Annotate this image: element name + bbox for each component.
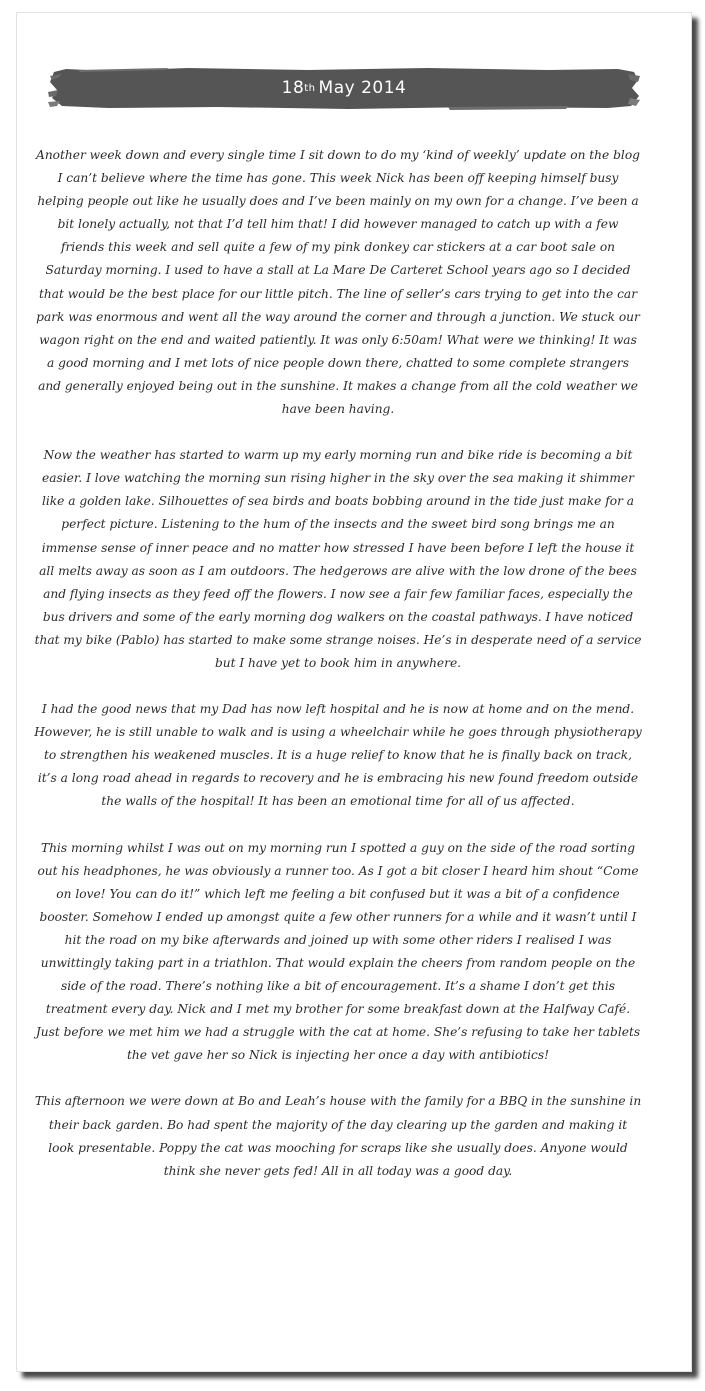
post-date bbox=[48, 62, 640, 114]
date-day: 18 bbox=[281, 78, 305, 98]
paragraph: This morning whilst I was out on my morning run I spotted a guy on the side of the road sorting out his headphones, he was obviously a runner too. As I got a bit closer I heard him shout “Come on love! You can do it!” which left me feeling a bit confused but it was a bit of a confidence booster. Somehow I ended up amongst quite a few other runners for a while and it wasn’t until I hit the road on my bike afterwards and joined up with some other riders I realised I was unwittingly taking part in a triathlon. That would explain the cheers from random people on the side of the road. There’s nothing like a bit of encouragement. It’s a shame I don’t get this treatment every day. Nick and I met my brother for some breakfast down at the Halfway Café. Just before we met him we had a struggle with the cat at home. She’s refusing to take her tablets the vet gave her so Nick is injecting her once a day with antibiotics! bbox=[35, 840, 641, 1063]
date-banner bbox=[48, 62, 640, 114]
date-suffix: th bbox=[304, 82, 316, 94]
date-month-year: May 2014 bbox=[318, 78, 407, 98]
paragraph: I had the good news that my Dad has now left hospital and he is now at home and on the mend. However, he is still unable to walk and is using a wheelchair while he goes through physiotherapy to strengthen his weakened muscles. It is a huge relief to know that he is finally back on track, it’s a long road ahead in regards to recovery and he is embracing his new found freedom outside the walls of the hospital! It has been an emotional time for all of us affected. bbox=[34, 702, 642, 809]
paragraph: Now the weather has started to warm up my early morning run and bike ride is becoming a bit easier. I love watching the morning sun rising higher in the sky over the sea making it shimmer like a golden lake. Silhouettes of sea birds and boats bobbing around in the tide just make for a perfect picture. Listening to the hum of the insects and the sweet bird song brings me an immense sense of inner peace and no matter how stressed I have been before I left the house it all melts away as soon as I am outdoors. The hedgerows are alive with the low drone of the bees and flying insects as they feed off the flowers. I now see a fair few familiar faces, especially the bus drivers and some of the early morning dog walkers on the coastal pathways. I have noticed that my bike (Pablo) has started to make some strange noises. He’s in desperate need of a service but I have yet to book him in anywhere. bbox=[34, 448, 642, 670]
paragraph: This afternoon we were down at Bo and Leah’s house with the family for a BBQ in the sunshine in their back garden. Bo had spent the majority of the day clearing up the garden and making it look presentable. Poppy the cat was mooching for scraps like she usually does. Anyone would think she never gets fed! All in all today was a good day. bbox=[34, 1094, 642, 1178]
paragraph: Another week down and every single time I sit down to do my ‘kind of weekly’ update on the blog I can’t believe where the time has gone. This week Nick has been off keeping himself busy helping people out like he usually does and I’ve been mainly on my own for a change. I’ve been a bit lonely actually, not that I’d tell him that! I did however managed to catch up with a few friends this week and sell quite a few of my pink donkey car stickers at a car boot sale on Saturday morning. I used to have a stall at La Mare De Carteret School years ago so I decided that would be the best place for our little pitch. The line of seller’s cars trying to get into the car park was enormous and went all the way around the corner and through a junction. We stuck our wagon right on the end and waited patiently. It was only 6:50am! What were we thinking! It was a good morning and I met lots of nice people down there, chatted to some complete strangers and generally enjoyed being out in the sunshine. It makes a change from all the cold weather we have been having. bbox=[36, 148, 640, 417]
post-body bbox=[34, 144, 642, 1206]
